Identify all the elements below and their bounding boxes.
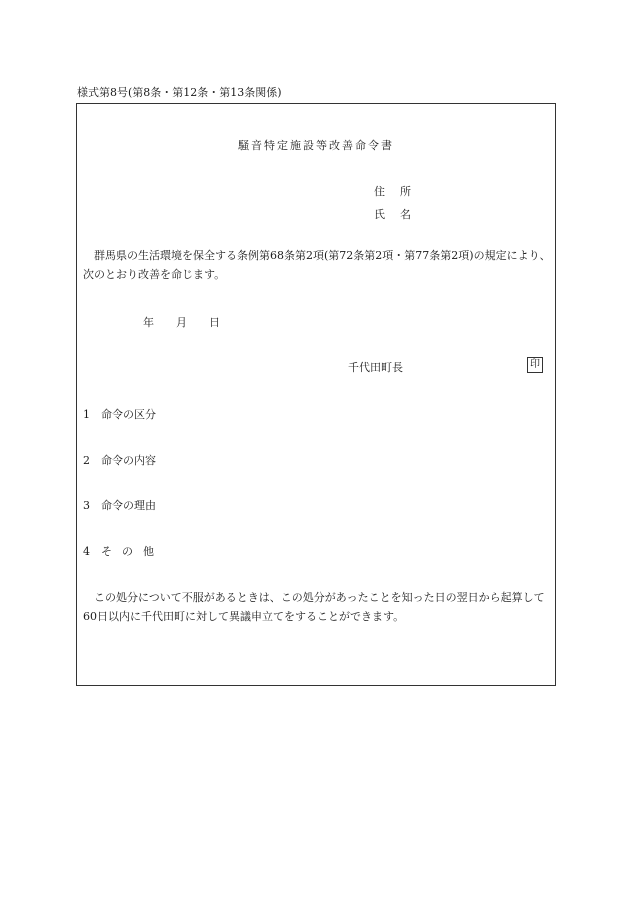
item-1-number: 1 <box>83 408 90 421</box>
item-2 <box>83 452 156 468</box>
item-4-label <box>101 545 164 558</box>
issue-date <box>143 314 220 330</box>
item-3-label: 命令の理由 <box>101 499 156 512</box>
date-year: 年 <box>143 316 154 329</box>
item-1-label: 命令の区分 <box>101 408 156 421</box>
name-label <box>374 206 412 222</box>
item-4 <box>83 543 164 559</box>
item-4-char-3: 他 <box>143 545 154 558</box>
date-month: 月 <box>176 316 187 329</box>
address-label-char-2: 所 <box>400 185 412 198</box>
document-frame <box>76 103 556 686</box>
address-label-char-1: 住 <box>374 185 386 198</box>
item-1 <box>83 406 156 422</box>
appeal-notice: この処分について不服があるときは、この処分があったことを知った日の翌日から起算して60日以内に千代田町に対して異議申立てをすることができます。 <box>83 591 545 623</box>
issuer-name: 千代田町長 <box>348 361 403 374</box>
item-4-number: 4 <box>83 545 90 558</box>
item-2-number: 2 <box>83 454 90 467</box>
address-label <box>374 183 412 199</box>
item-3-number: 3 <box>83 499 90 512</box>
document-title: 騒音特定施設等改善命令書 <box>238 139 394 152</box>
item-4-char-1: そ <box>101 545 112 558</box>
name-label-char-1: 氏 <box>374 208 386 221</box>
name-label-char-2: 名 <box>400 208 412 221</box>
seal-mark: 印 <box>527 357 543 373</box>
order-body-paragraph: 群馬県の生活環境を保全する条例第68条第2項(第72条第2項・第77条第2項)の規定により、次のとおり改善を命じます。 <box>83 249 551 281</box>
item-2-label: 命令の内容 <box>101 454 156 467</box>
item-4-char-2: の <box>122 545 133 558</box>
item-3 <box>83 497 156 513</box>
form-number-label: 様式第8号(第8条・第12条・第13条関係) <box>77 86 282 99</box>
date-day: 日 <box>209 316 220 329</box>
